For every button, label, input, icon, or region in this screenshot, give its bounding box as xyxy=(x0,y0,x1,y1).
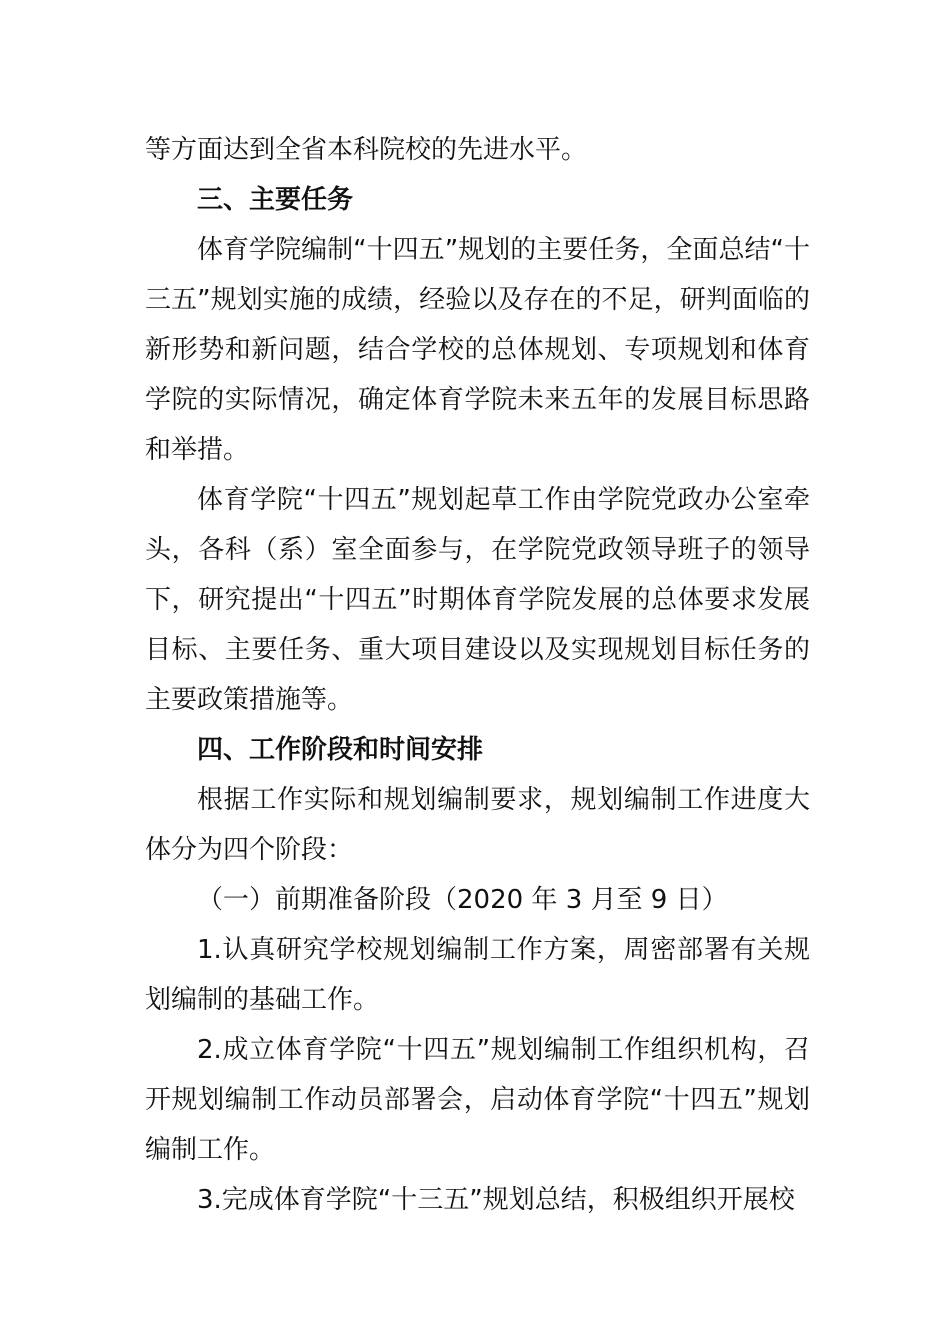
subheading-preparation-stage: （一）前期准备阶段（2020 年 3 月至 9 日） xyxy=(197,885,728,915)
paragraph-main-tasks: 体育学院编制“十四五”规划的主要任务，全面总结“十三五”规划实施的成绩，经验以及存在的不足，研判面临的新形势和新问题，结合学校的总体规划、专项规划和体育学院的实际情况，确定体育学院未来五年的发展目标思路和举措。 xyxy=(145,235,810,465)
paragraph-continuation: 等方面达到全省本科院校的先进水平。 xyxy=(145,135,588,165)
list-item-3: 3.完成体育学院“十三五”规划总结，积极组织开展校 xyxy=(197,1185,795,1215)
paragraph-stages-intro: 根据工作实际和规划编制要求，规划编制工作进度大体分为四个阶段： xyxy=(145,785,810,865)
list-item-1: 1.认真研究学校规划编制工作方案，周密部署有关规划编制的基础工作。 xyxy=(145,935,810,1015)
section-heading-schedule: 四、工作阶段和时间安排 xyxy=(197,735,484,765)
section-heading-main-tasks: 三、主要任务 xyxy=(197,185,354,215)
document-body xyxy=(145,125,810,1225)
paragraph-drafting: 体育学院“十四五”规划起草工作由学院党政办公室牵头，各科（系）室全面参与，在学院党政领导班子的领导下，研究提出“十四五”时期体育学院发展的总体要求发展目标、主要任务、重大项目建设以及实现规划目标任务的主要政策措施等。 xyxy=(145,485,810,715)
list-item-2: 2.成立体育学院“十四五”规划编制工作组织机构，召开规划编制工作动员部署会，启动体育学院“十四五”规划编制工作。 xyxy=(145,1035,810,1165)
